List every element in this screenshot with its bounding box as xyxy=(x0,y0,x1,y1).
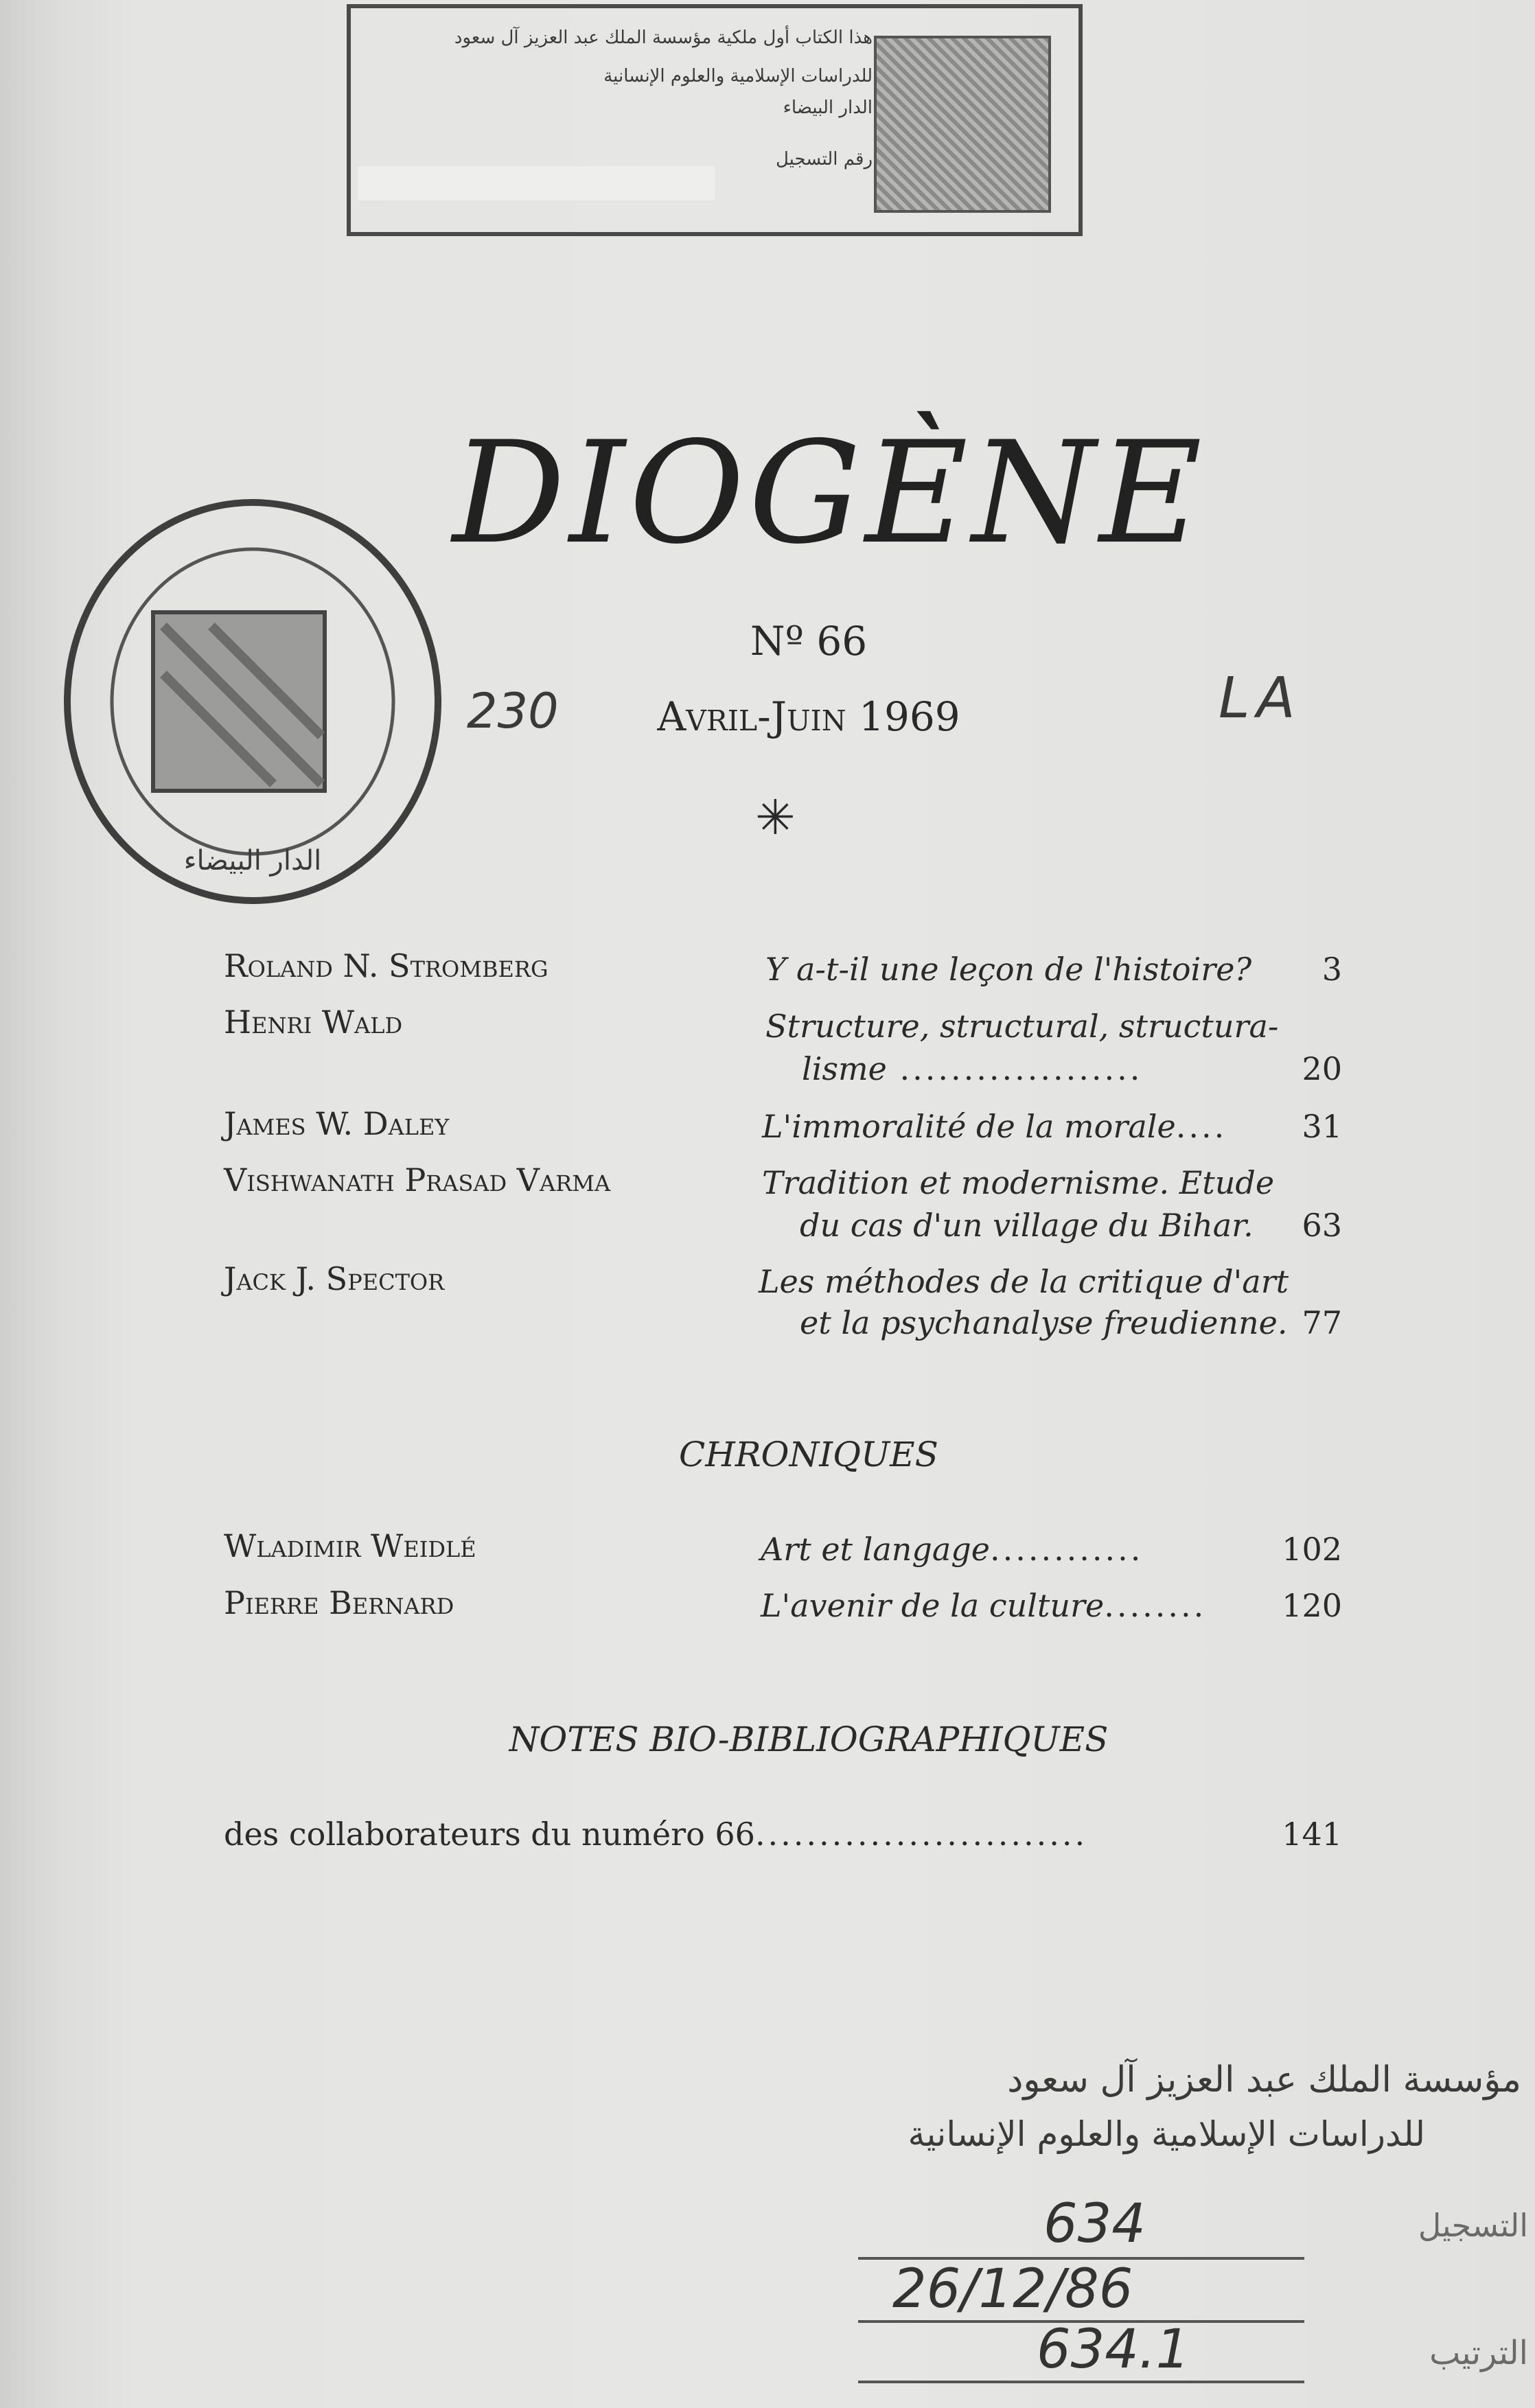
toc-title: Y a-t-il une leçon de l'histoire? xyxy=(765,951,1252,988)
toc-author: Pierre Bernard xyxy=(224,1584,454,1621)
issue-date: Avril-Juin 1969 xyxy=(657,693,960,740)
toc-author: Henri Wald xyxy=(224,1004,403,1041)
leader-dots: .... xyxy=(1175,1108,1227,1145)
toc-author: Vishwanath Prasad Varma xyxy=(224,1161,611,1199)
section-heading-notes: NOTES BIO-BIBLIOGRAPHIQUES xyxy=(509,1720,1109,1759)
journal-title: DIOGÈNE xyxy=(452,412,1206,575)
toc-author: Wladimir Weidlé xyxy=(224,1527,476,1564)
seal-text: الدار البيضاء xyxy=(183,845,322,877)
toc-page: 3 xyxy=(1322,951,1342,988)
toc-page: 31 xyxy=(1302,1108,1342,1145)
toc-author: James W. Daley xyxy=(224,1105,450,1142)
toc-title-text: L'immoralité de la morale xyxy=(762,1108,1176,1145)
toc-title-text: Art et langage xyxy=(761,1531,990,1568)
toc-page: 63 xyxy=(1302,1207,1342,1244)
toc-title: Tradition et modernisme. Etude xyxy=(762,1164,1275,1201)
asterisk-ornament: ✳ xyxy=(755,789,796,846)
handwritten-number: 230 xyxy=(467,683,559,739)
handwritten-shelf-number: 634 xyxy=(1043,2193,1146,2255)
toc-page: 102 xyxy=(1282,1531,1342,1568)
toc-title: Les méthodes de la critique d'art xyxy=(759,1263,1289,1300)
leader-dots: ................... xyxy=(886,1050,1143,1087)
form-line xyxy=(858,2381,1304,2383)
toc-page: 20 xyxy=(1302,1050,1342,1087)
toc-title-cont xyxy=(802,1050,1142,1087)
toc-title-line2: lisme xyxy=(802,1050,887,1087)
toc-title: Structure, structural, structura- xyxy=(765,1008,1279,1045)
handwritten-class-number: 634.1 xyxy=(1037,2319,1190,2381)
library-stamp xyxy=(347,4,1083,236)
issue-number: Nº 66 xyxy=(750,618,868,664)
stamp-line-4: رقم التسجيل xyxy=(775,149,873,170)
arabic-margin-2: الترتيب xyxy=(1429,2334,1528,2372)
arabic-stamp-line-2: للدراسات الإسلامية والعلوم الإنسانية xyxy=(908,2114,1425,2154)
arabic-stamp-line-1: مؤسسة الملك عبد العزيز آل سعود xyxy=(1007,2059,1521,2100)
handwritten-date: 26/12/86 xyxy=(892,2258,1133,2320)
toc-page: 141 xyxy=(1282,1816,1342,1853)
leader-dots: .......................... xyxy=(754,1816,1088,1853)
stamp-emblem-icon xyxy=(874,36,1051,213)
toc-title xyxy=(761,1531,1143,1568)
handwritten-mark: LA xyxy=(1219,666,1302,731)
toc-author: Roland N. Stromberg xyxy=(224,947,549,984)
toc-page: 120 xyxy=(1282,1587,1342,1624)
notes-entry-text: des collaborateurs du numéro 66 xyxy=(224,1816,755,1853)
stamp-line-2: للدراسات الإسلامية والعلوم الإنسانية xyxy=(603,66,873,86)
stamp-line-3: الدار البيضاء xyxy=(783,97,873,118)
leader-dots: ........ xyxy=(1104,1587,1207,1624)
section-heading-chroniques: CHRONIQUES xyxy=(679,1435,938,1474)
stamp-line-1: هذا الكتاب أول ملكية مؤسسة الملك عبد العزيز آل سعود xyxy=(454,27,873,48)
leader-dots: ............ xyxy=(989,1531,1144,1568)
toc-title-cont: et la psychanalyse freudienne. xyxy=(800,1304,1288,1341)
erased-area xyxy=(358,166,715,200)
toc-title xyxy=(761,1587,1206,1624)
arabic-margin-1: التسجيل xyxy=(1418,2207,1528,2244)
toc-author: Jack J. Spector xyxy=(224,1260,445,1297)
toc-title-text: L'avenir de la culture xyxy=(761,1587,1105,1624)
toc-title xyxy=(762,1108,1227,1145)
toc-title-cont: du cas d'un village du Bihar. xyxy=(800,1207,1254,1244)
toc-page: 77 xyxy=(1302,1304,1342,1341)
notes-entry xyxy=(224,1816,1087,1853)
